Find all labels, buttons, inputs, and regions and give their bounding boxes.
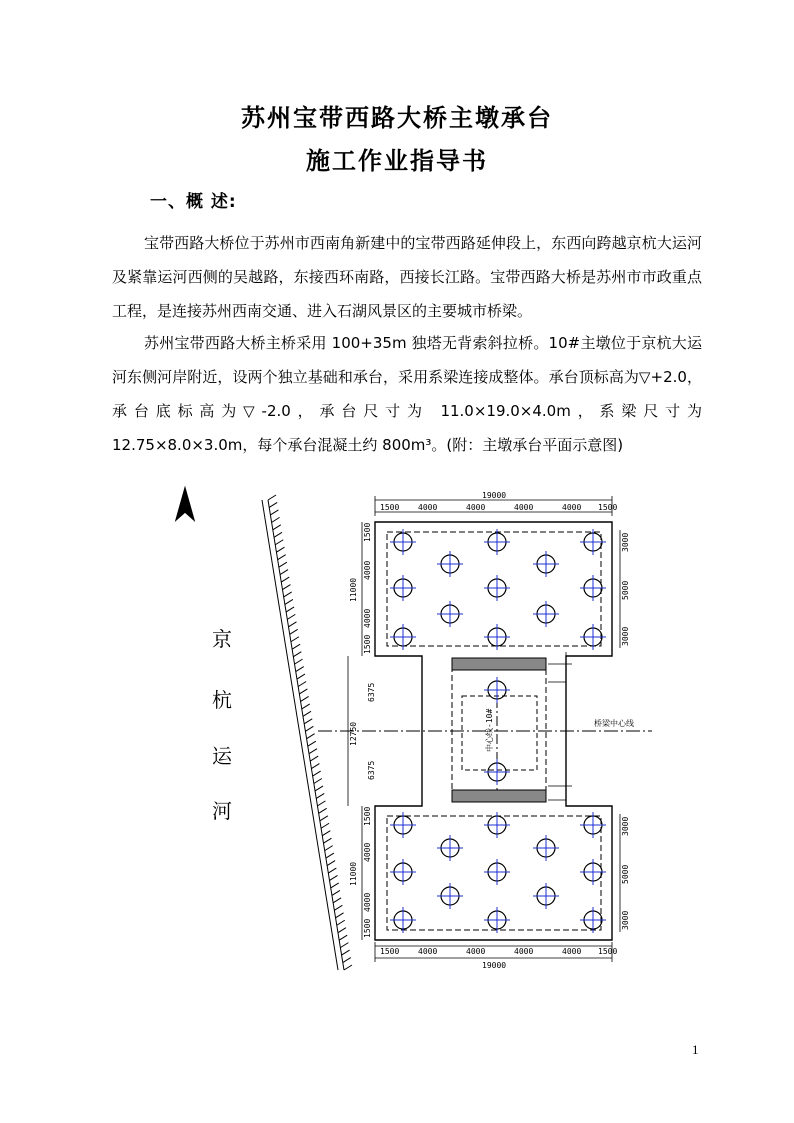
bank-hatch-mark (336, 913, 344, 918)
pile-crosshair (533, 601, 559, 627)
bank-hatch-mark (293, 652, 301, 657)
beam-level-marker (548, 652, 572, 800)
bank-hatch-mark (323, 838, 331, 843)
bank-hatch-mark (278, 555, 286, 560)
bank-hatch-mark (310, 756, 318, 761)
pile-crosshair (484, 859, 510, 885)
svg-text:4000: 4000 (514, 503, 534, 512)
bank-hatch-mark (282, 585, 290, 590)
bank-hatch-mark (275, 540, 283, 545)
bank-hatch-mark (340, 943, 348, 948)
svg-text:4000: 4000 (418, 503, 438, 512)
pile-crosshair (580, 859, 606, 885)
bank-hatch-mark (270, 510, 278, 515)
canal-label (212, 627, 233, 823)
svg-text:4000: 4000 (418, 947, 438, 956)
svg-text:4000: 4000 (466, 947, 486, 956)
bank-hatch-mark (268, 495, 276, 500)
svg-text:运: 运 (212, 744, 232, 768)
svg-text:3000: 3000 (621, 910, 630, 930)
bank-hatch-mark (289, 622, 297, 627)
svg-text:京: 京 (212, 627, 232, 651)
bank-hatch-mark (317, 801, 325, 806)
svg-text:河: 河 (212, 799, 232, 823)
bank-hatch-mark (343, 958, 351, 963)
bank-hatch-mark (296, 667, 304, 672)
bank-hatch-mark (339, 935, 347, 940)
bank-hatch-mark (295, 659, 303, 664)
svg-text:11000: 11000 (349, 861, 358, 886)
pile-crosshair (484, 529, 510, 555)
bottom-width-dim: 19000 (482, 961, 507, 970)
svg-text:1500: 1500 (363, 918, 372, 938)
pile-crosshair (484, 759, 510, 785)
left-top-dims (349, 523, 372, 654)
bank-hatch-mark (332, 890, 340, 895)
bank-hatch-mark (328, 868, 336, 873)
document-title-line1: 苏州宝带西路大桥主墩承台 (241, 103, 553, 132)
bank-hatch-mark (307, 734, 315, 739)
svg-text:5000: 5000 (621, 580, 630, 600)
bank-hatch-mark (311, 764, 319, 769)
bank-hatch-mark (316, 793, 324, 798)
bank-hatch-mark (313, 771, 321, 776)
bank-hatch-mark (334, 905, 342, 910)
pile-crosshair (484, 677, 510, 703)
bank-hatch-mark (281, 577, 289, 582)
svg-text:4000: 4000 (363, 842, 372, 862)
svg-text:4000: 4000 (466, 503, 486, 512)
bank-hatch-mark (333, 898, 341, 903)
pile-crosshair (580, 907, 606, 933)
svg-text:6375: 6375 (367, 682, 376, 702)
svg-text:杭: 杭 (212, 688, 232, 712)
bank-hatch-mark (342, 950, 350, 955)
bank-hatch-mark (297, 674, 305, 679)
pile-crosshair (580, 812, 606, 838)
svg-text:4000: 4000 (514, 947, 534, 956)
section-heading: 一、概 述: (150, 192, 237, 212)
bank-hatch-mark (286, 607, 294, 612)
svg-text:5000: 5000 (621, 864, 630, 884)
pile-crosshair (437, 883, 463, 909)
pile-crosshair (390, 907, 416, 933)
pile-crosshair (533, 835, 559, 861)
bank-hatch-mark (305, 726, 313, 731)
bank-hatch-mark (280, 570, 288, 575)
bank-hatch-mark (269, 502, 277, 507)
svg-text:11000: 11000 (349, 577, 358, 602)
pile-crosshair (437, 601, 463, 627)
svg-text:3000: 3000 (621, 532, 630, 552)
svg-text:4000: 4000 (363, 892, 372, 912)
bank-hatch-mark (290, 629, 298, 634)
bank-hatch-mark (291, 637, 299, 642)
svg-text:1500: 1500 (380, 947, 400, 956)
svg-text:3000: 3000 (621, 626, 630, 646)
svg-text:1500: 1500 (380, 503, 400, 512)
page-number: 1 (692, 1042, 699, 1057)
bank-hatch-mark (274, 532, 282, 537)
top-segment-dims (380, 503, 617, 512)
bank-hatch-mark (314, 778, 322, 783)
pile-crosshair (533, 551, 559, 577)
bank-hatch-mark (308, 741, 316, 746)
bottom-segment-dims (380, 947, 617, 956)
left-bottom-dims (349, 807, 372, 938)
svg-text:1500: 1500 (363, 806, 372, 826)
pile-crosshair (390, 812, 416, 838)
pile-crosshair (390, 859, 416, 885)
svg-text:3000: 3000 (621, 816, 630, 836)
bank-hatch-mark (338, 928, 346, 933)
bank-hatch-mark (309, 749, 317, 754)
document-title-line2: 施工作业指导书 (306, 146, 488, 175)
svg-text:4000: 4000 (562, 503, 582, 512)
beam-hatch-top (452, 658, 546, 670)
bank-hatch-mark (315, 786, 323, 791)
right-top-dims (621, 533, 630, 646)
svg-text:1500: 1500 (363, 634, 372, 654)
svg-text:1500: 1500 (598, 947, 618, 956)
svg-text:1500: 1500 (363, 522, 372, 542)
bank-hatch-mark (272, 517, 280, 522)
pile-crosshair (390, 575, 416, 601)
bank-hatch-mark (331, 883, 339, 888)
pile-crosshair (484, 907, 510, 933)
bank-hatch-mark (321, 823, 329, 828)
pile-crosshair (580, 575, 606, 601)
svg-text:6375: 6375 (367, 760, 376, 780)
bank-hatch-mark (285, 599, 293, 604)
bank-hatch-mark (303, 711, 311, 716)
bank-hatch-mark (319, 808, 327, 813)
bank-hatch-mark (292, 644, 300, 649)
bank-hatch-mark (325, 846, 333, 851)
bank-hatch-mark (337, 920, 345, 925)
beam-hatch-bottom (452, 790, 546, 802)
pile-crosshair (437, 835, 463, 861)
bank-hatch-mark (330, 875, 338, 880)
svg-text:4000: 4000 (363, 608, 372, 628)
bank-hatch-mark (284, 592, 292, 597)
bank-hatch-mark (301, 696, 309, 701)
bank-hatch-mark (320, 816, 328, 821)
bank-hatch-mark (327, 861, 335, 866)
canal-bank (262, 495, 352, 970)
bank-hatch-mark (287, 614, 295, 619)
north-arrow-icon (176, 488, 194, 520)
svg-text:4000: 4000 (562, 947, 582, 956)
pile-crosshair (484, 575, 510, 601)
bank-hatch-mark (304, 719, 312, 724)
bank-hatch-mark (279, 562, 287, 567)
bank-hatch-mark (298, 682, 306, 687)
centerline-label: 桥梁中心线 (594, 719, 634, 728)
bank-hatch-mark (273, 525, 281, 530)
right-bottom-dims (621, 817, 630, 930)
paragraph-overview-1: 宝带西路大桥位于苏州市西南角新建中的宝带西路延伸段上，东西向跨越京杭大运河及紧靠运河西侧的吴越路，东接西环南路，西接长江路。宝带西路大桥是苏州市市政重点工程，是连接苏州西南交通、进入石湖风景区的主要城市桥梁。 (112, 234, 702, 320)
bank-hatch-mark (302, 704, 310, 709)
pile-crosshair (390, 529, 416, 555)
top-width-dim: 19000 (482, 491, 507, 500)
bank-hatch-mark (326, 853, 334, 858)
bank-hatch-mark (322, 831, 330, 836)
svg-text:1500: 1500 (598, 503, 618, 512)
pile-crosshair (580, 529, 606, 555)
beam-inner-label: 中心线-10# (485, 708, 494, 752)
bank-hatch-mark (299, 689, 307, 694)
svg-text:4000: 4000 (363, 560, 372, 580)
svg-text:12750: 12750 (349, 721, 358, 746)
pile-crosshair (533, 883, 559, 909)
bank-hatch-mark (276, 547, 284, 552)
paragraph-overview-2: 苏州宝带西路大桥主桥采用 100+35m 独塔无背索斜拉桥。10#主墩位于京杭大运河东侧河岸附近，设两个独立基础和承台，采用系梁连接成整体。承台顶标高为▽+2.0，承台底标高为▽-2.0，承台尺寸为 11.0×19.0×4.0m，系梁尺寸为 12.75×8.0×3.0m，每个承台混凝土约 800m³。(附：主墩承台平面示意图) (112, 334, 702, 454)
pile-crosshair (437, 551, 463, 577)
bank-hatch-mark (344, 965, 352, 970)
